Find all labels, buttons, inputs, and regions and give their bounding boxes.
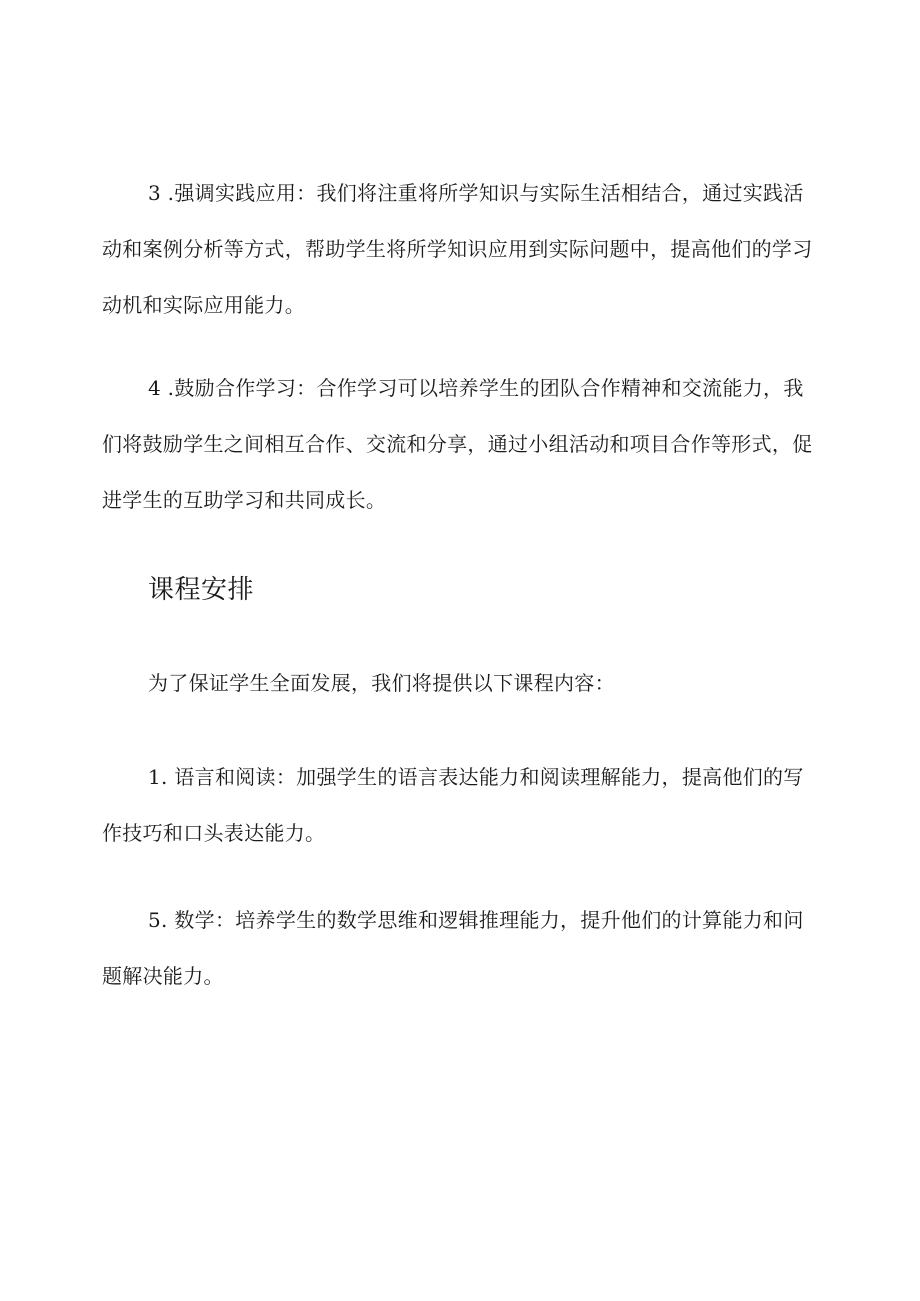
paragraph-practice-application: 3 .强调实践应用：我们将注重将所学知识与实际生活相结合，通过实践活动和案例分析等方式，帮助学生将所学知识应用到实际问题中，提高他们的学习动机和实际应用能力。 [102, 181, 813, 317]
paragraph-course-math: 5. 数学：培养学生的数学思维和逻辑推理能力，提升他们的计算能力和问题解决能力。 [102, 908, 804, 988]
section-heading-course-arrangement: 课程安排 [148, 575, 255, 605]
paragraph-cooperative-learning: 4 .鼓励合作学习：合作学习可以培养学生的团队合作精神和交流能力，我们将鼓励学生之间相互合作、交流和分享，通过小组活动和项目合作等形式，促进学生的互助学习和共同成长。 [102, 376, 813, 512]
paragraph-course-language-reading: 1. 语言和阅读：加强学生的语言表达能力和阅读理解能力，提高他们的写作技巧和口头表达能力。 [102, 765, 804, 845]
paragraph-course-intro: 为了保证学生全面发展，我们将提供以下课程内容： [148, 671, 615, 695]
